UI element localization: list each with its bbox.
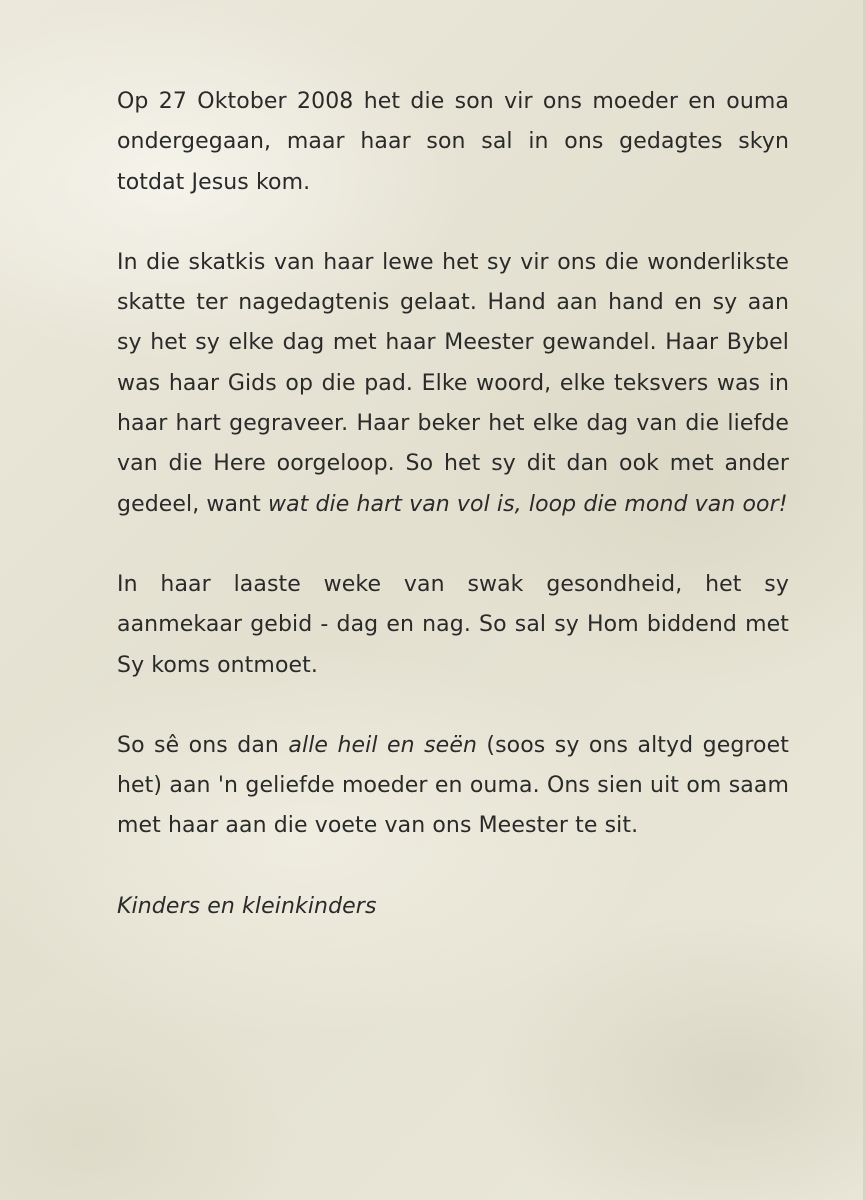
paragraph-farewell [117,726,789,847]
paragraph-announcement [117,82,789,203]
paragraph-announcement-text: Op 27 Oktober 2008 het die son vir ons moeder en ouma ondergegaan, maar haar son sal in ons gedagtes skyn totdat Jesus kom. [117,89,789,195]
paragraph-last-weeks [117,565,789,686]
paragraph-farewell-text-end: (soos sy ons altyd gegroet het) aan 'n geliefde moeder en ouma. Ons sien uit om saam met haar aan die voete van ons Meester te sit. [117,732,789,839]
paragraph-treasure-chest-text: In die skatkis van haar lewe het sy vir ons die wonderlikste skatte ter nagedagtenis gelaat. Hand aan hand en sy aan sy het sy elke dag met haar Meester gewandel. Haar Bybel was haar Gids op die pad. Elke woord, elke teksvers was in haar hart gegraveer. Haar beker het elke dag van die liefde van die Here oorgeloop. So het sy dit dan ook met ander gedeel, want [117,249,789,517]
paragraph-last-weeks-text: In haar laaste weke van swak gesondheid, het sy aanmekaar gebid - dag en nag. So sal sy Hom biddend met Sy koms ontmoet. [117,571,789,678]
paragraph-treasure-chest [117,243,789,525]
paragraph-farewell-text-start: So sê ons dan [117,732,289,758]
signature: Kinders en kleinkinders [117,893,377,919]
memorial-text [117,82,789,967]
paragraph-farewell-greeting: alle heil en seën [288,732,477,758]
paragraph-treasure-chest-quote: wat die hart van vol is, loop die mond van oor! [267,491,788,517]
